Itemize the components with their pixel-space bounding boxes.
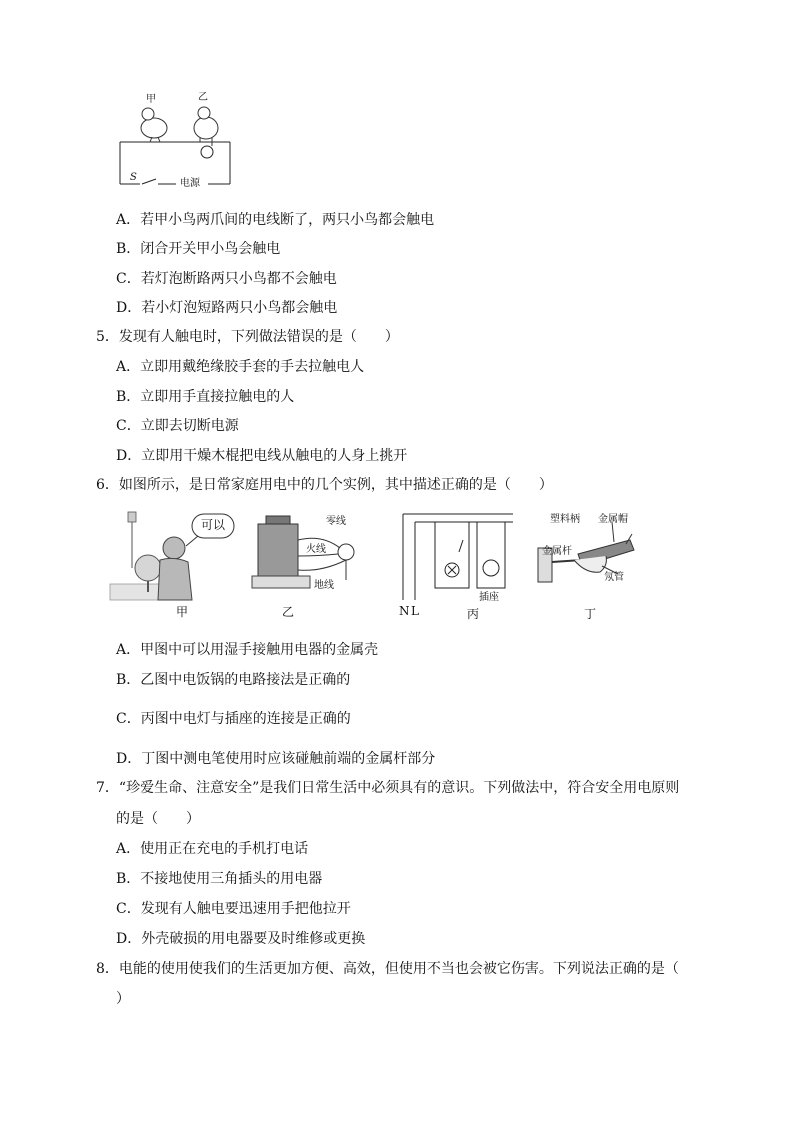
q7-option-d: D．外壳破损的用电器要及时维修或更换 xyxy=(116,931,366,947)
figure-yi-caption: 乙 xyxy=(282,605,295,619)
home-wiring-diagram xyxy=(393,510,521,602)
q7-option-a: A．使用正在充电的手机打电话 xyxy=(116,841,309,857)
metal-rod-label: 金属杆 xyxy=(542,546,572,557)
q6-figure-bing xyxy=(393,510,521,620)
q7-stem-line2: 的是（ ） xyxy=(116,811,200,827)
q5-option-b: B．立即用手直接拉触电的人 xyxy=(116,389,295,405)
q6-figure-yi xyxy=(252,510,362,620)
bird-jia-label: 甲 xyxy=(146,94,156,105)
q6-option-b: B．乙图中电饭锅的电路接法是正确的 xyxy=(116,672,351,688)
q4-option-a: A．若甲小鸟两爪间的电线断了，两只小鸟都会触电 xyxy=(116,212,435,228)
q5-stem: 5．发现有人触电时，下列做法错误的是（ ） xyxy=(96,329,399,345)
neon-tube-label: 氖管 xyxy=(604,572,624,583)
q6-stem: 6．如图所示，是日常家庭用电中的几个实例，其中描述正确的是（ ） xyxy=(96,477,553,493)
q5-option-d: D．立即用干燥木棍把电线从触电的人身上挑开 xyxy=(116,448,408,464)
q5-option-c: C．立即去切断电源 xyxy=(116,418,239,434)
q4-option-b: B．闭合开关甲小鸟会触电 xyxy=(116,241,281,257)
neutral-wire-label: 零线 xyxy=(326,516,346,527)
live-line-label: L xyxy=(411,604,419,618)
q8-stem-line1: 8．电能的使用使我们的生活更加方便、高效，但使用不当也会被它伤害。下列说法正确的是（ xyxy=(96,961,679,977)
socket-label: 插座 xyxy=(479,592,499,603)
q6-figure-ding xyxy=(534,510,654,622)
q4-option-d: D．若小灯泡短路两只小鸟都会触电 xyxy=(116,300,338,316)
q4-figure-birds xyxy=(112,92,242,192)
bird-yi-icon xyxy=(194,107,218,146)
q5-option-a: A．立即用戴绝缘胶手套的手去拉触电人 xyxy=(116,359,365,375)
speech-bubble-text: 可以 xyxy=(201,518,226,532)
power-source-label: 电源 xyxy=(180,178,200,189)
q7-option-c: C．发现有人触电要迅速用手把他拉开 xyxy=(116,901,351,917)
figure-ding-caption: 丁 xyxy=(584,607,597,621)
q6-option-c: C．丙图中电灯与插座的连接是正确的 xyxy=(116,711,351,727)
q7-option-b: B．不接地使用三角插头的用电器 xyxy=(116,871,323,887)
q4-option-c: C．若灯泡断路两只小鸟都不会触电 xyxy=(116,271,337,287)
live-wire-label: 火线 xyxy=(306,544,326,555)
q7-stem-line1: 7．“珍爱生命、注意安全”是我们日常生活中必须具有的意识。下列做法中，符合安全用电原则 xyxy=(96,780,680,796)
plastic-handle-label: 塑料柄 xyxy=(550,514,580,525)
bird-yi-label: 乙 xyxy=(198,92,208,103)
bird-jia-icon xyxy=(141,108,167,142)
ground-wire-label: 地线 xyxy=(314,580,334,591)
figure-jia-caption: 甲 xyxy=(176,605,189,619)
q6-figure-jia xyxy=(108,508,243,618)
metal-cap-label: 金属帽 xyxy=(598,514,628,525)
q6-option-d: D．丁图中测电笔使用时应该碰触前端的金属杆部分 xyxy=(116,751,436,767)
switch-label: S xyxy=(130,172,137,183)
figure-bing-caption: 丙 xyxy=(467,607,480,621)
q8-stem-line2: ） xyxy=(116,991,130,1007)
q6-option-a: A．甲图中可以用湿手接触用电器的金属壳 xyxy=(116,642,379,658)
neutral-line-label: N xyxy=(399,604,410,618)
